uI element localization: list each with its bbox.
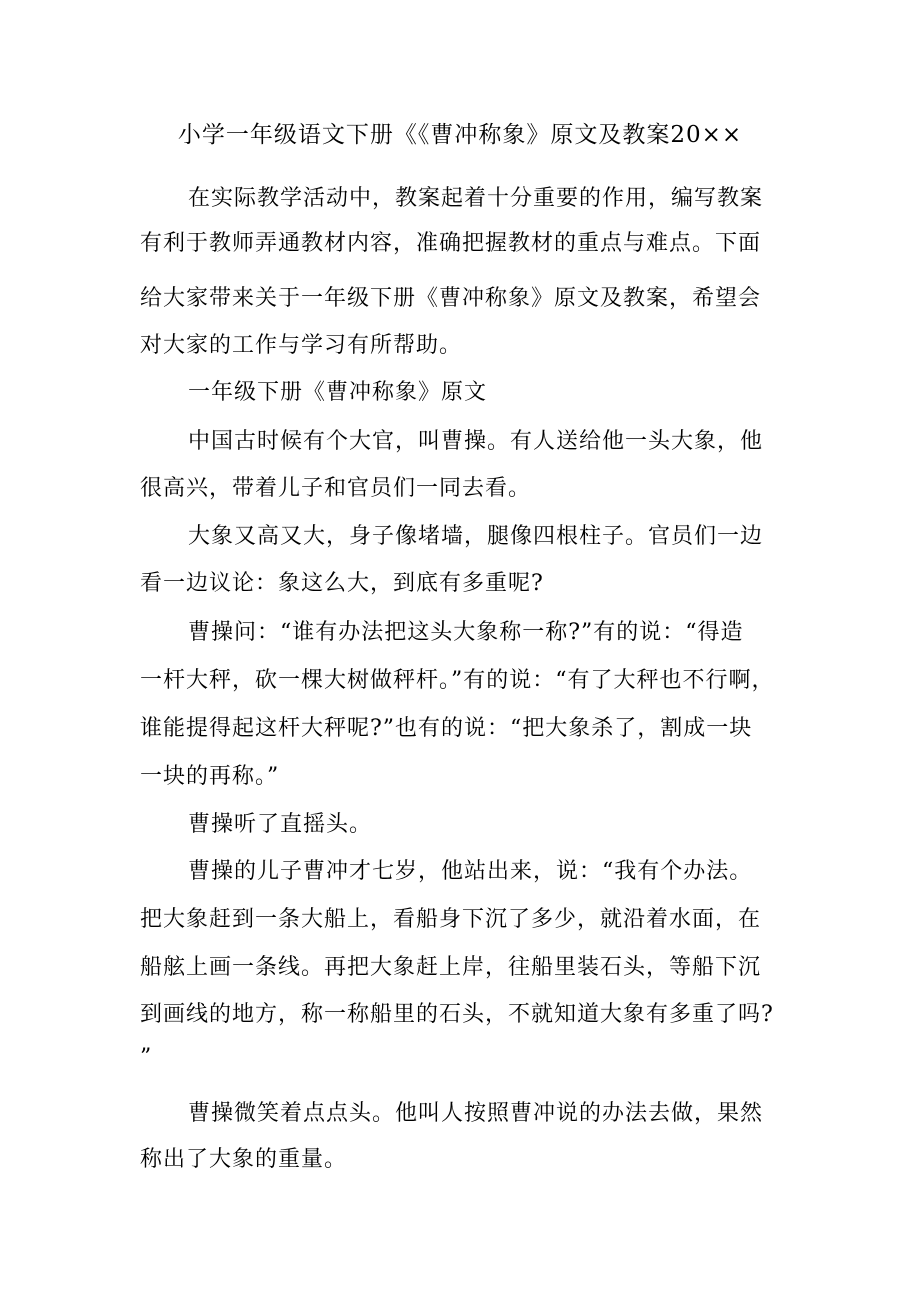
story-line-7: 谁能提得起这杆大秤呢?”也有的说：“把大象杀了，割成一块 [140,716,753,741]
section-heading: 一年级下册《曹冲称象》原文 [188,380,488,405]
intro-line-4: 对大家的工作与学习有所帮助。 [140,333,463,358]
document-title: 小学一年级语文下册《《曹冲称象》原文及教案20×× [177,122,743,148]
story-line-10: 曹操的儿子曹冲才七岁，他站出来，说：“我有个办法。 [188,859,753,884]
story-line-14: ” [140,1045,153,1070]
story-line-8: 一块的再称。” [140,764,280,789]
story-line-6: 一杆大秤，砍一棵大树做秤杆。”有的说：“有了大秤也不行啊， [140,668,775,693]
intro-line-2: 有利于教师弄通教材内容，准确把握教材的重点与难点。下面 [140,231,762,256]
story-line-5: 曹操问：“谁有办法把这头大象称一称?”有的说：“得造 [188,620,744,645]
story-line-16: 称出了大象的重量。 [140,1147,348,1172]
intro-line-3: 给大家带来关于一年级下册《曹冲称象》原文及教案，希望会 [140,286,762,311]
story-line-2: 很高兴，带着儿子和官员们一同去看。 [140,476,532,501]
story-line-4: 看一边议论：象这么大，到底有多重呢? [140,571,544,596]
story-line-11: 把大象赶到一条大船上，看船身下沉了多少，就沿着水面，在 [140,907,762,932]
story-line-15: 曹操微笑着点点头。他叫人按照曹冲说的办法去做，果然 [188,1101,764,1126]
story-line-9: 曹操听了直摇头。 [188,812,373,837]
story-line-3: 大象又高又大，身子像堵墙，腿像四根柱子。官员们一边 [188,524,764,549]
intro-line-1: 在实际教学活动中，教案起着十分重要的作用，编写教案 [188,186,764,211]
story-line-1: 中国古时候有个大官，叫曹操。有人送给他一头大象，他 [188,429,764,454]
story-line-13: 到画线的地方，称一称船里的石头，不就知道大象有多重了吗? [140,1002,774,1027]
story-line-12: 船舷上画一条线。再把大象赶上岸，往船里装石头，等船下沉 [140,955,762,980]
